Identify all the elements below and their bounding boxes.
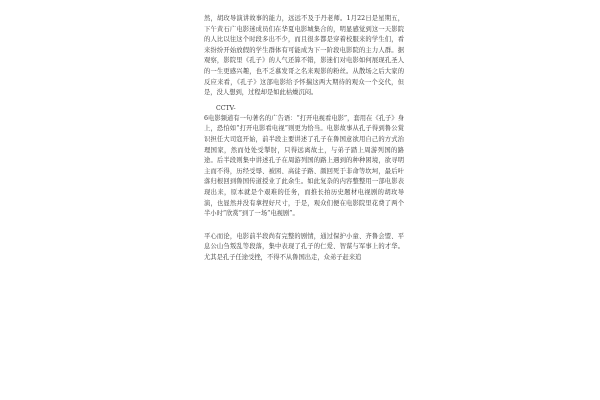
section-label: CCTV- — [216, 104, 236, 112]
article-paragraph-2: 6电影频道有一句著名的广告语：“打开电视看电影”，套用在《孔子》身上，恐怕如“打开电影看电视”则更为恰当。电影故事从孔子得到鲁公赏识担任大司寇开始，前半段主要讲述了孔子在鲁国意欲用自己的方式治理国家，然而处处受掣肘，只得远离故土，与弟子踏上周游列国的路途。后半段则集中讲述孔子在周游列国的路上遇到的种种困境，欲寻明主而不得，历经受辱、被困、高徒子路、颜回死于非命等坎坷，最后叶落归根回到鲁国传道授业了此余生。如此复杂的内容整整用一部电影表现出来，原本就是个艰难的任务，而推长拍历史题材电视剧的胡玫导演，也显然并没有拿捏好尺寸，于是，观众们便在电影院里花费了两个半小时“欣赏”到了一场“电视剧”。 — [204, 114, 404, 218]
article-page — [204, 14, 404, 263]
article-paragraph-3: 平心而论，电影前半段尚有完整的剧情，通过保护小童、齐鲁会盟、平息公山刍叛乱等段落，集中表现了孔子的仁爱、智谋与军事上的才华。尤其是孔子任途受挫，不得不从鲁国出走，众弟子赶来追 — [204, 232, 404, 261]
article-paragraph-1: 然，胡玫导演讲故事的能力，远远不及于丹老师。1月22日是星期五，下午黄石广电影迷成员们在华夏电影城集合的，明显感觉到这一天影院的人比以往这个时段多出不少，而且很多都是穿着校服来的学生们，看来纷纷开始放假的学生群体有可能成为下一阶段电影院的主力人群。据观察，影院里《孔子》的人气还算不错，影迷们对电影如何展现孔圣人的一生更感兴趣，也不乏慕发哥之名来观影的粉丝。从散场之后大家的反应来看，《孔子》这部电影给予怀揣这两大期待的观众一个交代，但是，没人想到，过程却是如此枯燥沉闷。 — [204, 15, 404, 97]
